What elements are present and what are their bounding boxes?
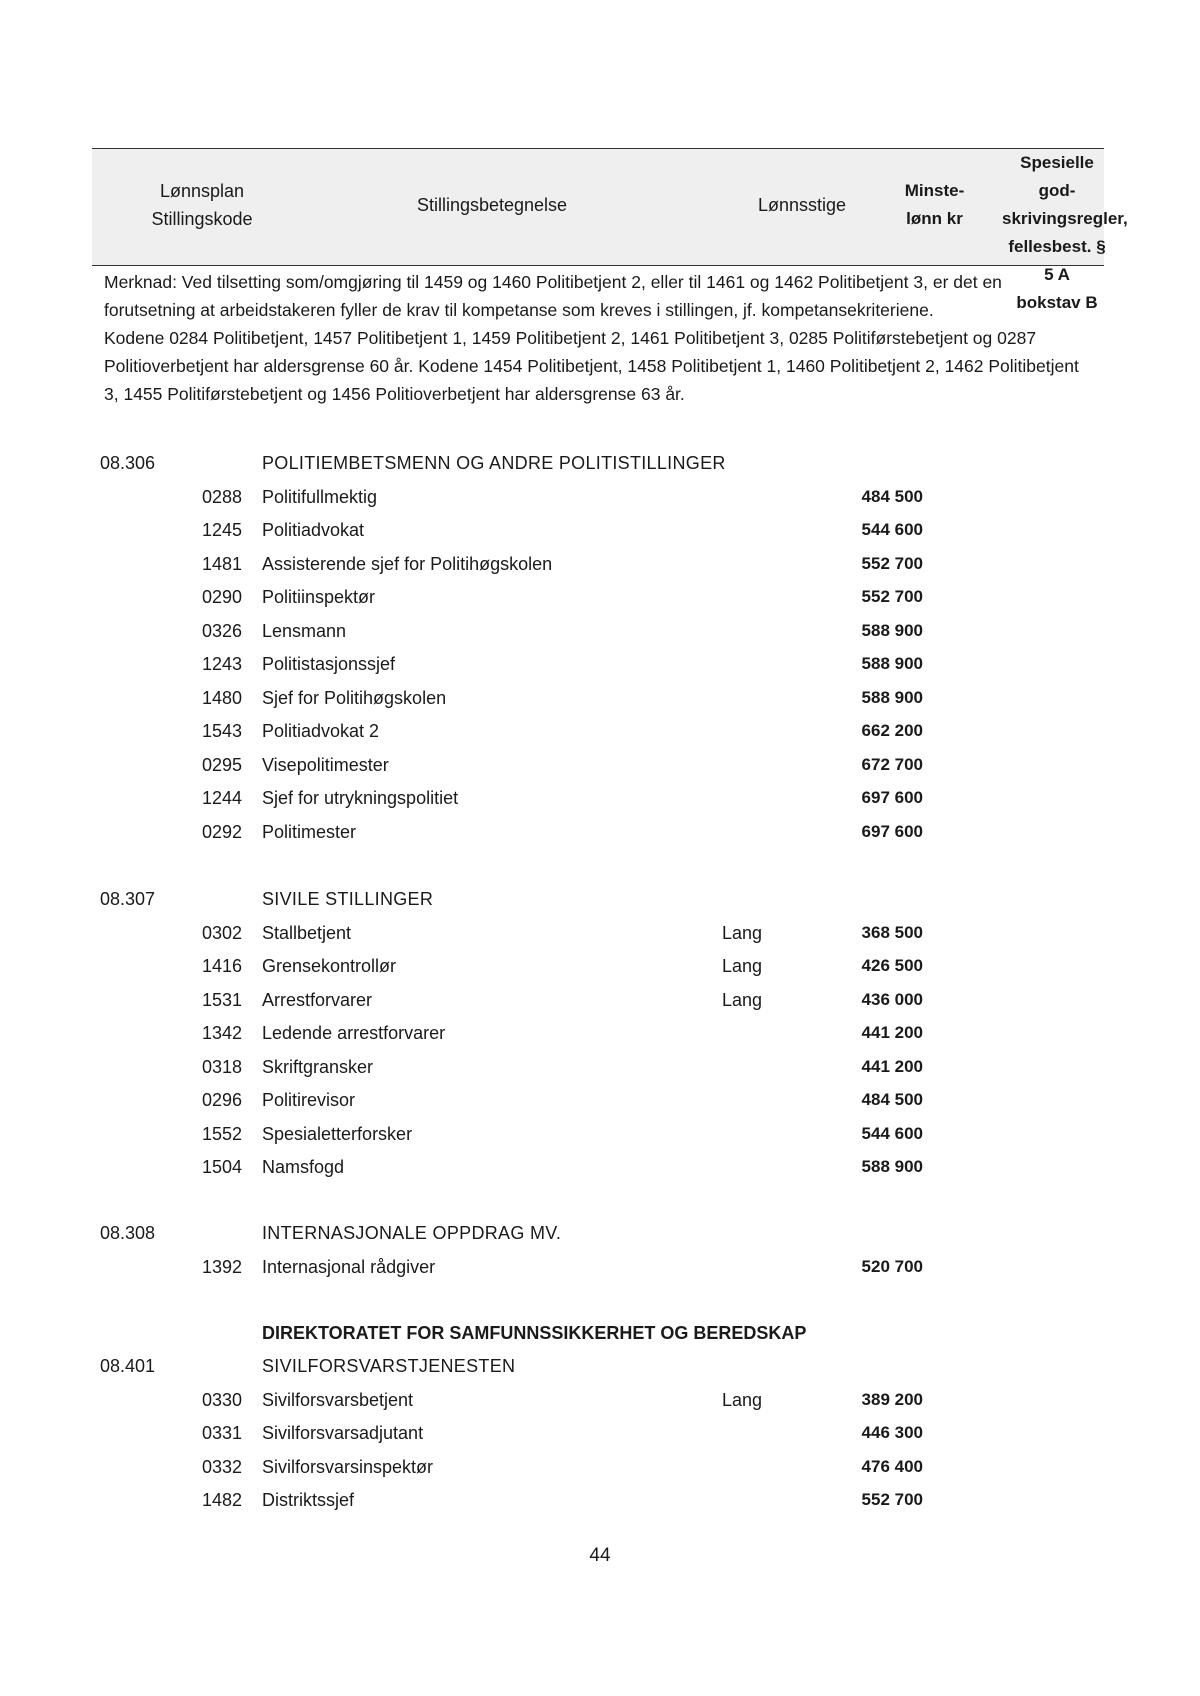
table-row <box>0 1152 1200 1182</box>
stillingskode: 0288 <box>201 486 242 507</box>
minstelonn: 662 200 <box>861 721 923 740</box>
table-row <box>0 1252 1200 1282</box>
header-minstelonn <box>872 177 997 233</box>
stillingskode: 0331 <box>201 1423 242 1443</box>
table-row <box>0 1085 1200 1115</box>
stillingskode: 0318 <box>201 1056 242 1077</box>
section-header-row <box>0 448 1200 478</box>
minstelonn: 441 200 <box>861 1056 923 1076</box>
header-lonnsplan-line1: Lønnsplan <box>159 181 245 201</box>
minstelonn: 544 600 <box>861 1123 923 1143</box>
header-spesielle-line4: bokstav B <box>1016 293 1098 312</box>
stillingskode: 1244 <box>201 788 242 808</box>
lonnsstige: Lang <box>722 1389 763 1410</box>
minstelonn: 484 500 <box>861 1090 923 1109</box>
stillingsbetegnelse: Sivilforsvarsinspektør <box>262 1456 434 1477</box>
header-minstelonn-line2: lønn kr <box>906 209 963 228</box>
minstelonn: 672 700 <box>861 754 923 774</box>
stillingsbetegnelse: Spesialetterforsker <box>262 1123 413 1144</box>
header-spesielle-line2: skrivingsregler, <box>1002 209 1128 228</box>
minstelonn: 389 200 <box>861 1389 923 1409</box>
table-row <box>0 1052 1200 1082</box>
stillingskode: 1481 <box>201 553 242 574</box>
minstelonn: 552 700 <box>861 553 923 573</box>
table-row <box>0 1485 1200 1515</box>
stillingskode: 1552 <box>201 1123 242 1144</box>
stillingskode: 0295 <box>201 754 242 775</box>
merknad-paragraph: Kodene 0284 Politibetjent, 1457 Politibetjent 1, 1459 Politibetjent 2, 1461 Politibetjent 3, 0285 Politiførstebetjent og 0287 Politioverbetjent har aldersgrense 60 år. Kodene 1454 Politibetjent, 1458 Politibetjent 1, 1460 Politibetjent 2, 1462 Politibetjent 3, 1455 Politiførstebetjent og 1456 Politioverbetjent har aldersgrense 63 år. <box>104 328 1079 404</box>
minstelonn: 436 000 <box>861 989 923 1009</box>
section-header-row <box>0 1218 1200 1248</box>
minstelonn: 446 300 <box>861 1423 923 1442</box>
table-row <box>0 783 1200 813</box>
table-row <box>0 582 1200 612</box>
stillingsbetegnelse: Sjef for utrykningspolitiet <box>262 788 459 808</box>
minstelonn: 552 700 <box>861 1490 923 1509</box>
merknad-paragraph: Merknad: Ved tilsetting som/omgjøring til 1459 og 1460 Politibetjent 2, eller til 1461 og 1462 Politibetjent 3, er det en forutsetning at arbeidstakeren fyller de krav til kompetanse som kreves i stillingen, jf. kompetansekriteriene. <box>104 272 1002 320</box>
header-lonnsplan-line2: Stillingskode <box>151 209 253 229</box>
lonnsplan-code: 08.306 <box>100 453 156 473</box>
header-spesielle-line1: Spesielle god- <box>1020 153 1094 200</box>
stillingsbetegnelse: Arrestforvarer <box>262 989 373 1010</box>
table-row <box>0 1018 1200 1048</box>
minstelonn: 552 700 <box>861 587 923 606</box>
stillingsbetegnelse: Politiinspektør <box>262 587 376 607</box>
stillingskode: 1342 <box>201 1023 242 1043</box>
stillingsbetegnelse: Politirevisor <box>262 1090 356 1110</box>
minstelonn: 697 600 <box>861 821 923 841</box>
table-row <box>0 918 1200 948</box>
merknad-note <box>104 268 1094 408</box>
table-row <box>0 750 1200 780</box>
stillingskode: 1392 <box>201 1256 242 1277</box>
lonnsstige: Lang <box>722 989 763 1010</box>
table-row <box>0 1119 1200 1149</box>
stillingsbetegnelse: Lensmann <box>262 620 347 641</box>
stillingsbetegnelse: Sjef for Politihøgskolen <box>262 687 447 708</box>
stillingskode: 1543 <box>201 721 242 741</box>
table-row <box>0 985 1200 1015</box>
table-row <box>0 1452 1200 1482</box>
minstelonn: 520 700 <box>861 1256 923 1276</box>
table-row <box>0 649 1200 679</box>
stillingskode: 1480 <box>201 687 242 708</box>
table-row <box>0 616 1200 646</box>
lonnsstige: Lang <box>722 956 763 976</box>
stillingskode: 0326 <box>201 620 242 641</box>
stillingskode: 1482 <box>201 1490 242 1510</box>
agency-heading-row <box>0 1318 1200 1348</box>
stillingskode: 0330 <box>201 1389 242 1410</box>
stillingsbetegnelse: Stallbetjent <box>262 922 352 943</box>
minstelonn: 426 500 <box>861 956 923 975</box>
lonnsplan-code: 08.308 <box>100 1223 156 1243</box>
table-row <box>0 1385 1200 1415</box>
stillingskode: 0332 <box>201 1456 242 1477</box>
minstelonn: 588 900 <box>861 687 923 707</box>
minstelonn: 588 900 <box>861 620 923 640</box>
stillingskode: 1245 <box>201 520 242 540</box>
table-row <box>0 817 1200 847</box>
section-header-row <box>0 884 1200 914</box>
header-lonnsstige: Lønnsstige <box>757 195 847 215</box>
stillingsbetegnelse: Namsfogd <box>262 1157 345 1177</box>
stillingsbetegnelse: Politimester <box>262 821 357 842</box>
minstelonn: 588 900 <box>861 1157 923 1176</box>
stillingsbetegnelse: Assisterende sjef for Politihøgskolen <box>262 553 553 574</box>
table-row <box>0 951 1200 981</box>
minstelonn: 368 500 <box>861 922 923 942</box>
lonnsstige: Lang <box>722 922 763 943</box>
stillingsbetegnelse: Politistasjonssjef <box>262 654 396 674</box>
stillingskode: 0302 <box>201 922 242 943</box>
stillingsbetegnelse: Ledende arrestforvarer <box>262 1023 446 1043</box>
stillingsbetegnelse: Skriftgransker <box>262 1056 374 1077</box>
stillingsbetegnelse: Sivilforsvarsbetjent <box>262 1389 414 1410</box>
lonnsplan-code: 08.401 <box>100 1356 156 1376</box>
section-title: SIVILFORSVARSTJENESTEN <box>262 1356 516 1376</box>
table-row <box>0 683 1200 713</box>
stillingsbetegnelse: Politiadvokat <box>262 520 365 540</box>
minstelonn: 697 600 <box>861 788 923 807</box>
section-title: POLITIEMBETSMENN OG ANDRE POLITISTILLINGER <box>262 453 726 473</box>
minstelonn: 544 600 <box>861 520 923 539</box>
agency-heading: DIREKTORATET FOR SAMFUNNSSIKKERHET OG BEREDSKAP <box>262 1323 807 1343</box>
stillingskode: 1504 <box>201 1157 242 1177</box>
header-lonnsplan <box>112 177 292 233</box>
stillingskode: 1531 <box>201 989 242 1010</box>
lonnsplan-code: 08.307 <box>100 889 156 909</box>
section-title: SIVILE STILLINGER <box>262 889 434 909</box>
section-header-row <box>0 1351 1200 1381</box>
stillingsbetegnelse: Politifullmektig <box>262 486 378 507</box>
stillingsbetegnelse: Distriktssjef <box>262 1490 355 1510</box>
stillingskode: 0292 <box>201 821 242 842</box>
page-number: 44 <box>589 1545 611 1566</box>
stillingskode: 0290 <box>201 587 242 607</box>
header-spesielle-line3: fellesbest. § 5 A <box>1008 237 1106 284</box>
section-title: INTERNASJONALE OPPDRAG MV. <box>262 1223 562 1243</box>
header-stillingsbetegnelse: Stillingsbetegnelse <box>416 195 568 215</box>
stillingsbetegnelse: Internasjonal rådgiver <box>262 1256 436 1277</box>
table-row <box>0 515 1200 545</box>
stillingskode: 1416 <box>201 956 242 976</box>
table-row <box>0 716 1200 746</box>
header-minstelonn-line1: Minste- <box>904 181 965 200</box>
stillingskode: 0296 <box>201 1090 242 1110</box>
table-row <box>0 549 1200 579</box>
minstelonn: 588 900 <box>861 654 923 673</box>
table-row <box>0 482 1200 512</box>
stillingsbetegnelse: Grensekontrollør <box>262 956 397 976</box>
minstelonn: 484 500 <box>861 486 923 506</box>
minstelonn: 476 400 <box>861 1456 923 1476</box>
stillingsbetegnelse: Sivilforsvarsadjutant <box>262 1423 424 1443</box>
stillingskode: 1243 <box>201 654 242 674</box>
stillingsbetegnelse: Politiadvokat 2 <box>262 721 380 741</box>
stillingsbetegnelse: Visepolitimester <box>262 754 389 775</box>
table-row <box>0 1418 1200 1448</box>
minstelonn: 441 200 <box>861 1023 923 1042</box>
